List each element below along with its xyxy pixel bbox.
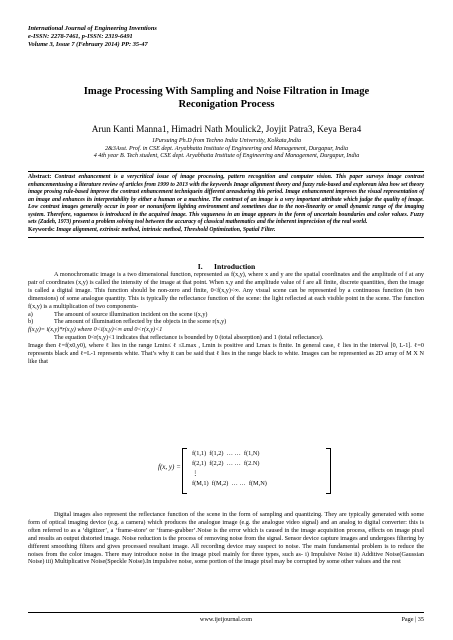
body-continued <box>28 512 424 567</box>
abstract-box <box>28 171 424 238</box>
author-list: Arun Kanti Manna1, Himadri Nath Moulick2, Joyjit Patra3, Keya Bera4 <box>91 125 362 135</box>
matrix-equation <box>158 448 343 492</box>
section-heading: I. Introduction <box>197 262 256 271</box>
journal-volume: Volume 3, Issue 7 (February 2014) PP: 35-47 <box>28 41 148 49</box>
paragraph: A monochromatic image is a two dimensional function, represented as f(x,y), where x and y are the spatial coordinates and the amplitude of f at any pair of coordinates (x,y) is called the intensity of the image at that point. When x,y and the amplitude value of f are all finite, discrete quantities, then the image is called a digital image. This function should be non-zero and finite, 0<f(x,y)<∞. Any visual scene can be represented by a continuous function (in two dimensions) of some analogue quantity. This is typically the reflectance function of the scene: the light reflected at each visible point in the scene. The function f(x,y) is a multiplication of two components- <box>28 272 424 310</box>
title-line-1: Image Processing With Sampling and Noise Filtration in Image <box>83 86 370 97</box>
affiliation-2: 2&3Asst. Prof. in CSE dept. Aryabhatta Institute of Engineering and Management, Durgapur, India <box>105 145 348 152</box>
abstract <box>28 174 424 227</box>
paragraph: Image then ℓ=f(x0,y0), where ℓ lies in the range Lmin≤ ℓ ≤Lmax , Lmin is positive and Lmax is finite. In general case, ℓ lies in the interval [0, L-1]. ℓ=0 represents black and ℓ=L-1 represents white. That’s why it can be said that ℓ lies in the range black to white. Images can be represented as 2D array of M X N like that <box>28 343 424 365</box>
title-line-2: Reconigation Process <box>178 99 275 110</box>
journal-name: International Journal of Engineering Inventions <box>28 25 157 32</box>
page-number: Page | 35 <box>401 616 424 623</box>
affiliation-3: 4 4th year B. Tech student, CSE dept. Aryabhatta Institute of Engineering and Management, Durgapur, India <box>93 153 360 160</box>
paragraph: The equation 0<r(x,y)<1 indicates that reflectance is bounded by 0 (total absorption) and 1 (total reflectance). <box>54 335 324 342</box>
paragraph: Digital images also represent the reflectance function of the scene in the form of sampling and quantizing. They are typically generated with some form of optical imaging device (e.g. a camera) which produces the analogue image (e.g. the analogue video signal) and an analog to digital converter: this is often referred to as a ‘digitizer’, a ‘frame-store’ or ‘frame-grabber’.Noise is the error which is caused in the image acquisition process, effects on image pixel and results an output distorted image. Noise reduction is the process of removing noise from the signal. Sensor device capture images and undergoes filtering by different smoothing filters and gives processed resultant image. All recording device may suspect to noise. The main fundamental problem is to reduce the noises from the color images. There may introduce noise in the image pixel mainly for three types, such as- i) Impulsive Noise ii) Additive Noise(Gaussian Noise) iii) Multiplicative Noise(Speckle Noise).In impulsive noise, some portion of the image pixel may be corrupted by some other values and the rest <box>28 512 424 566</box>
introduction-body <box>28 272 424 367</box>
formula: f(x,y)= i(x,y)*r(x,y) where 0<i(x,y)<∞ and 0<r(x,y)<1 <box>28 327 163 334</box>
left-bracket <box>182 448 187 494</box>
journal-header <box>28 25 157 50</box>
matrix-row: f(M,1) f(M,2) … … f(M,N) <box>192 480 267 487</box>
keywords-text: Image alignment, extrinsic method, intrinsic method, Threshold Optimization, Spatial Filter. <box>56 226 276 233</box>
matrix-row: f(1,1) f(1,2) … … f(1,N) <box>192 450 260 457</box>
affiliation-1: 1Pursuing Ph.D from Techno India University, Kolkata,India <box>151 138 301 144</box>
footer-website: www.ijeijournal.com <box>199 616 253 623</box>
abstract-text: Contrast enhancement is a verycritical issue of image processing, pattern recognition and computer vision. This paper surveys image contrast enhancementusing a literature review of articles from 1999 to 2013 with the keywords Image alignment theory and fuzzy rule-based and explorean idea how set theory image prosing rule-based improve the contrast enhancement techniquein different areasduring this period. Image enhancement improves the visual representation of an image and enhances its interpretability by either a human or a machine. The contrast of an image is a very important attribute which judge the quality of image. Low contrast images generally occur in poor or nonuniform lighting environment and sometimes due to the non-linearity or small dynamic range of the imaging system. Therefore, vagueness is introduced in the acquired image. This vagueness in an image appears in the form of uncertain boundaries and color values. Fuzzy sets (Zadeh, 1973) present a problem solving tool between the accuracy of classical mathematics and the inherent imprecision of the real world. <box>28 174 425 226</box>
page-footer <box>28 612 424 626</box>
keywords-label: Keywords: <box>28 226 55 233</box>
list-text: The amount of source illumination incident on the scene i(x,y) <box>54 311 208 318</box>
matrix-dots: ⋮ <box>192 470 199 477</box>
abstract-label: Abstract: <box>28 174 52 180</box>
affiliations <box>28 138 425 161</box>
journal-issn: e-ISSN: 2278-7461, p-ISSN: 2319-6491 <box>28 33 133 41</box>
right-bracket <box>326 448 331 494</box>
matrix-lhs: f(x, y) = <box>158 463 181 471</box>
matrix-row: f(2,1) f(2,2) … … f(2.N) <box>192 460 260 467</box>
paper-title <box>28 85 425 111</box>
list-marker: b) <box>28 319 34 326</box>
list-marker: a) <box>28 311 33 318</box>
matrix-rows <box>192 449 267 489</box>
keywords <box>28 227 424 235</box>
list-text: The amount of illumination reflected by the objects in the scene r(x,y) <box>54 319 227 326</box>
